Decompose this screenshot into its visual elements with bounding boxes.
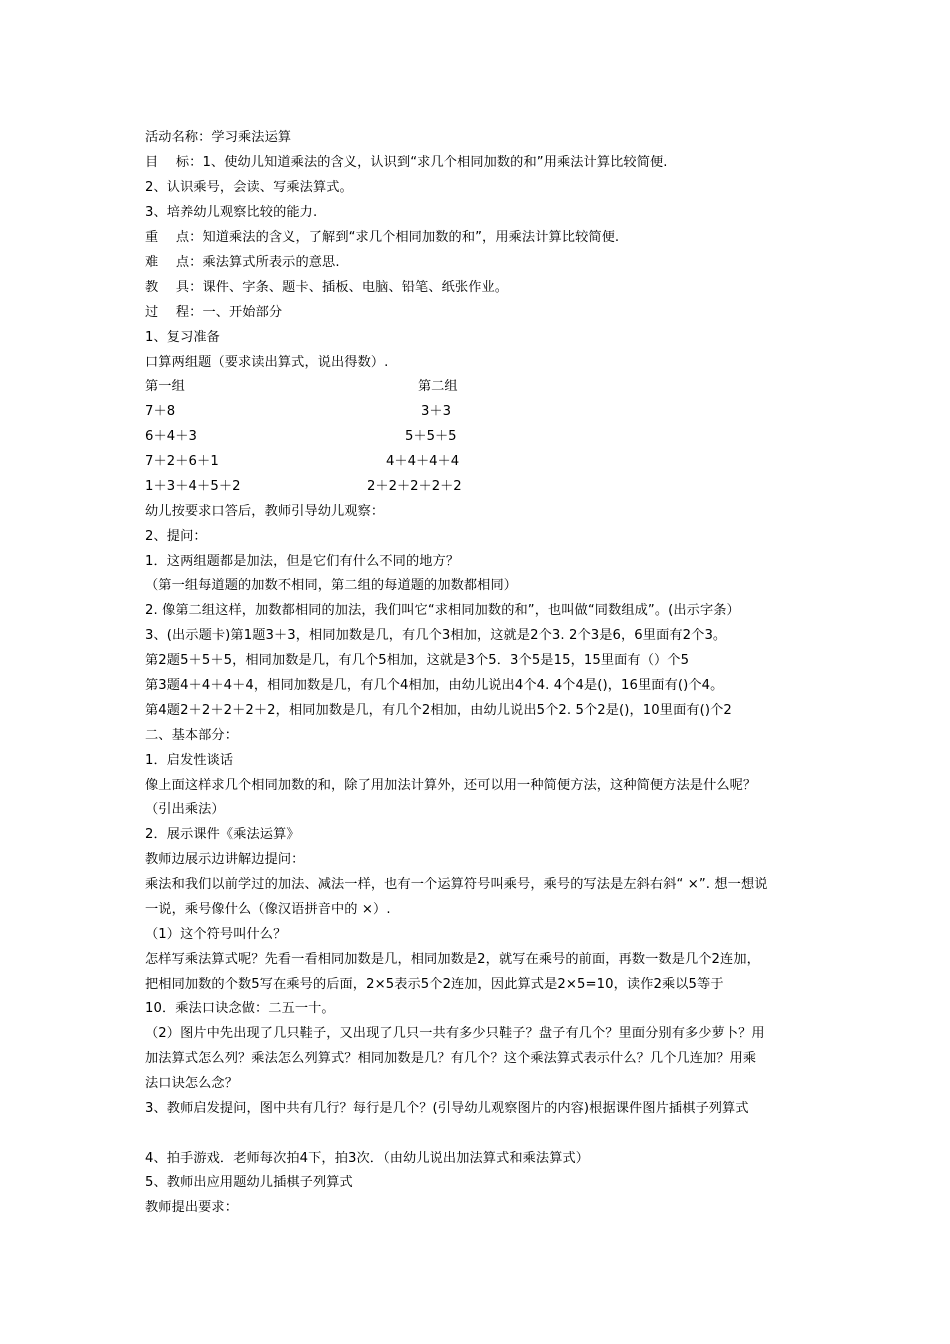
inspire-text: 像上面这样求几个相同加数的和，除了用加法计算外，还可以用一种简便方法，这种简便方法是什么呢？ [145, 778, 757, 793]
sign-question: （1）这个符号叫什么？ [145, 927, 287, 942]
courseware-heading: 2．展示课件《乘法运算》 [145, 827, 300, 842]
observe-intro: 幼儿按要求口答后，教师引导幼儿观察： [145, 504, 385, 519]
group1-item: 7＋2＋6＋1 [145, 454, 219, 469]
group2-item: 5＋5＋5 [405, 429, 457, 444]
group1-item: 1＋3＋4＋5＋2 [145, 479, 241, 494]
teacher-prompt: 3、教师启发提问，图中共有几行？每行是几个？(引导幼儿观察图片的内容)根据课件图片插棋子列算式 [145, 1101, 749, 1116]
activity-title: 活动名称：学习乘法运算 [145, 130, 292, 145]
goal-line-2: 2、认识乘号，会读、写乘法算式。 [145, 180, 353, 195]
inspire-heading: 1．启发性谈话 [145, 753, 234, 768]
key-point: 重 点：知道乘法的含义，了解到“求几个相同加数的和”，用乘法计算比较简便. [145, 230, 620, 245]
question-1: 1．这两组题都是加法，但是它们有什么不同的地方？ [145, 554, 460, 569]
teacher-explain: 教师边展示边讲解边提问： [145, 852, 305, 867]
group2-item: 3＋3 [421, 404, 451, 419]
teacher-requirements: 教师提出要求： [145, 1200, 239, 1215]
question-2: 2. 像第二组这样，加数都相同的加法，我们叫它“求相同加数的和”，也叫做“同数组成”。(出示字条） [145, 603, 740, 618]
group1-title: 第一组 [145, 379, 185, 394]
exercise-2: 第2题5＋5＋5，相同加数是几，有几个5相加，这就是3个5．3个5是15，15里面有（）个5 [145, 653, 690, 668]
inspire-note: （引出乘法） [145, 802, 225, 817]
picture-question-1: （2）图片中先出现了几只鞋子，又出现了几只一共有多少只鞋子？盘子有几个？里面分别有多少萝卜？用 [145, 1026, 765, 1041]
group1-item: 7＋8 [145, 404, 176, 419]
goal-line-1: 目 标：1、使幼儿知道乘法的含义，认识到“求几个相同加数的和”用乘法计算比较简便. [145, 155, 668, 170]
group2-item: 2＋2＋2＋2＋2 [367, 479, 462, 494]
picture-question-3: 法口诀怎么念？ [145, 1076, 239, 1091]
sign-explain-1: 乘法和我们以前学过的加法、减法一样，也有一个运算符号叫乘号，乘号的写法是左斜右斜“ ×”. 想一想说 [145, 877, 768, 892]
group2-item: 4＋4＋4＋4 [386, 454, 460, 469]
difficulty: 难 点：乘法算式所表示的意思. [145, 255, 340, 270]
application-task: 5、教师出应用题幼儿插棋子列算式 [145, 1175, 353, 1190]
basic-part-heading: 二、基本部分： [145, 728, 239, 743]
process-heading: 过 程：一、开始部分 [145, 305, 283, 320]
teaching-aids: 教 具：课件、字条、题卡、插板、电脑、铅笔、纸张作业。 [145, 280, 509, 295]
question-heading: 2、提问： [145, 529, 207, 544]
exercise-4: 第4题2＋2＋2＋2＋2，相同加数是几，有几个2相加，由幼儿说出5个2. 5个2是()，10里面有()个2 [145, 703, 732, 718]
picture-question-2: 加法算式怎么列？乘法怎么列算式？相同加数是几？有几个？这个乘法算式表示什么？几个几连加？用乘 [145, 1051, 757, 1066]
review-heading: 1、复习准备 [145, 330, 220, 345]
sign-explain-2: 一说，乘号像什么（像汉语拼音中的 ×）. [145, 902, 391, 917]
write-explain-1: 怎样写乘法算式呢？先看一看相同加数是几，相同加数是2，就写在乘号的前面，再数一数是几个2连加， [145, 952, 760, 967]
exercise-1: 3、(出示题卡)第1题3＋3，相同加数是几，有几个3相加，这就是2个3. 2个3是6，6里面有2个3。 [145, 628, 727, 643]
write-explain-3: 10．乘法口诀念做：二五一十。 [145, 1001, 335, 1016]
group1-item: 6＋4＋3 [145, 429, 198, 444]
write-explain-2: 把相同加数的个数5写在乘号的后面，2×5表示5个2连加，因此算式是2×5=10，读作2乘以5等于 [145, 977, 724, 992]
goal-line-3: 3、培养幼儿观察比较的能力. [145, 205, 318, 220]
group2-title: 第二组 [418, 379, 458, 394]
answer-1: （第一组每道题的加数不相同，第二组的每道题的加数都相同） [145, 578, 518, 593]
oral-calc-intro: 口算两组题（要求读出算式，说出得数）. [145, 355, 389, 370]
clap-game: 4、拍手游戏．老师每次拍4下，拍3次．（由幼儿说出加法算式和乘法算式） [145, 1151, 590, 1166]
exercise-3: 第3题4＋4＋4＋4，相同加数是几，有几个4相加，由幼儿说出4个4. 4个4是()，16里面有()个4。 [145, 678, 724, 693]
